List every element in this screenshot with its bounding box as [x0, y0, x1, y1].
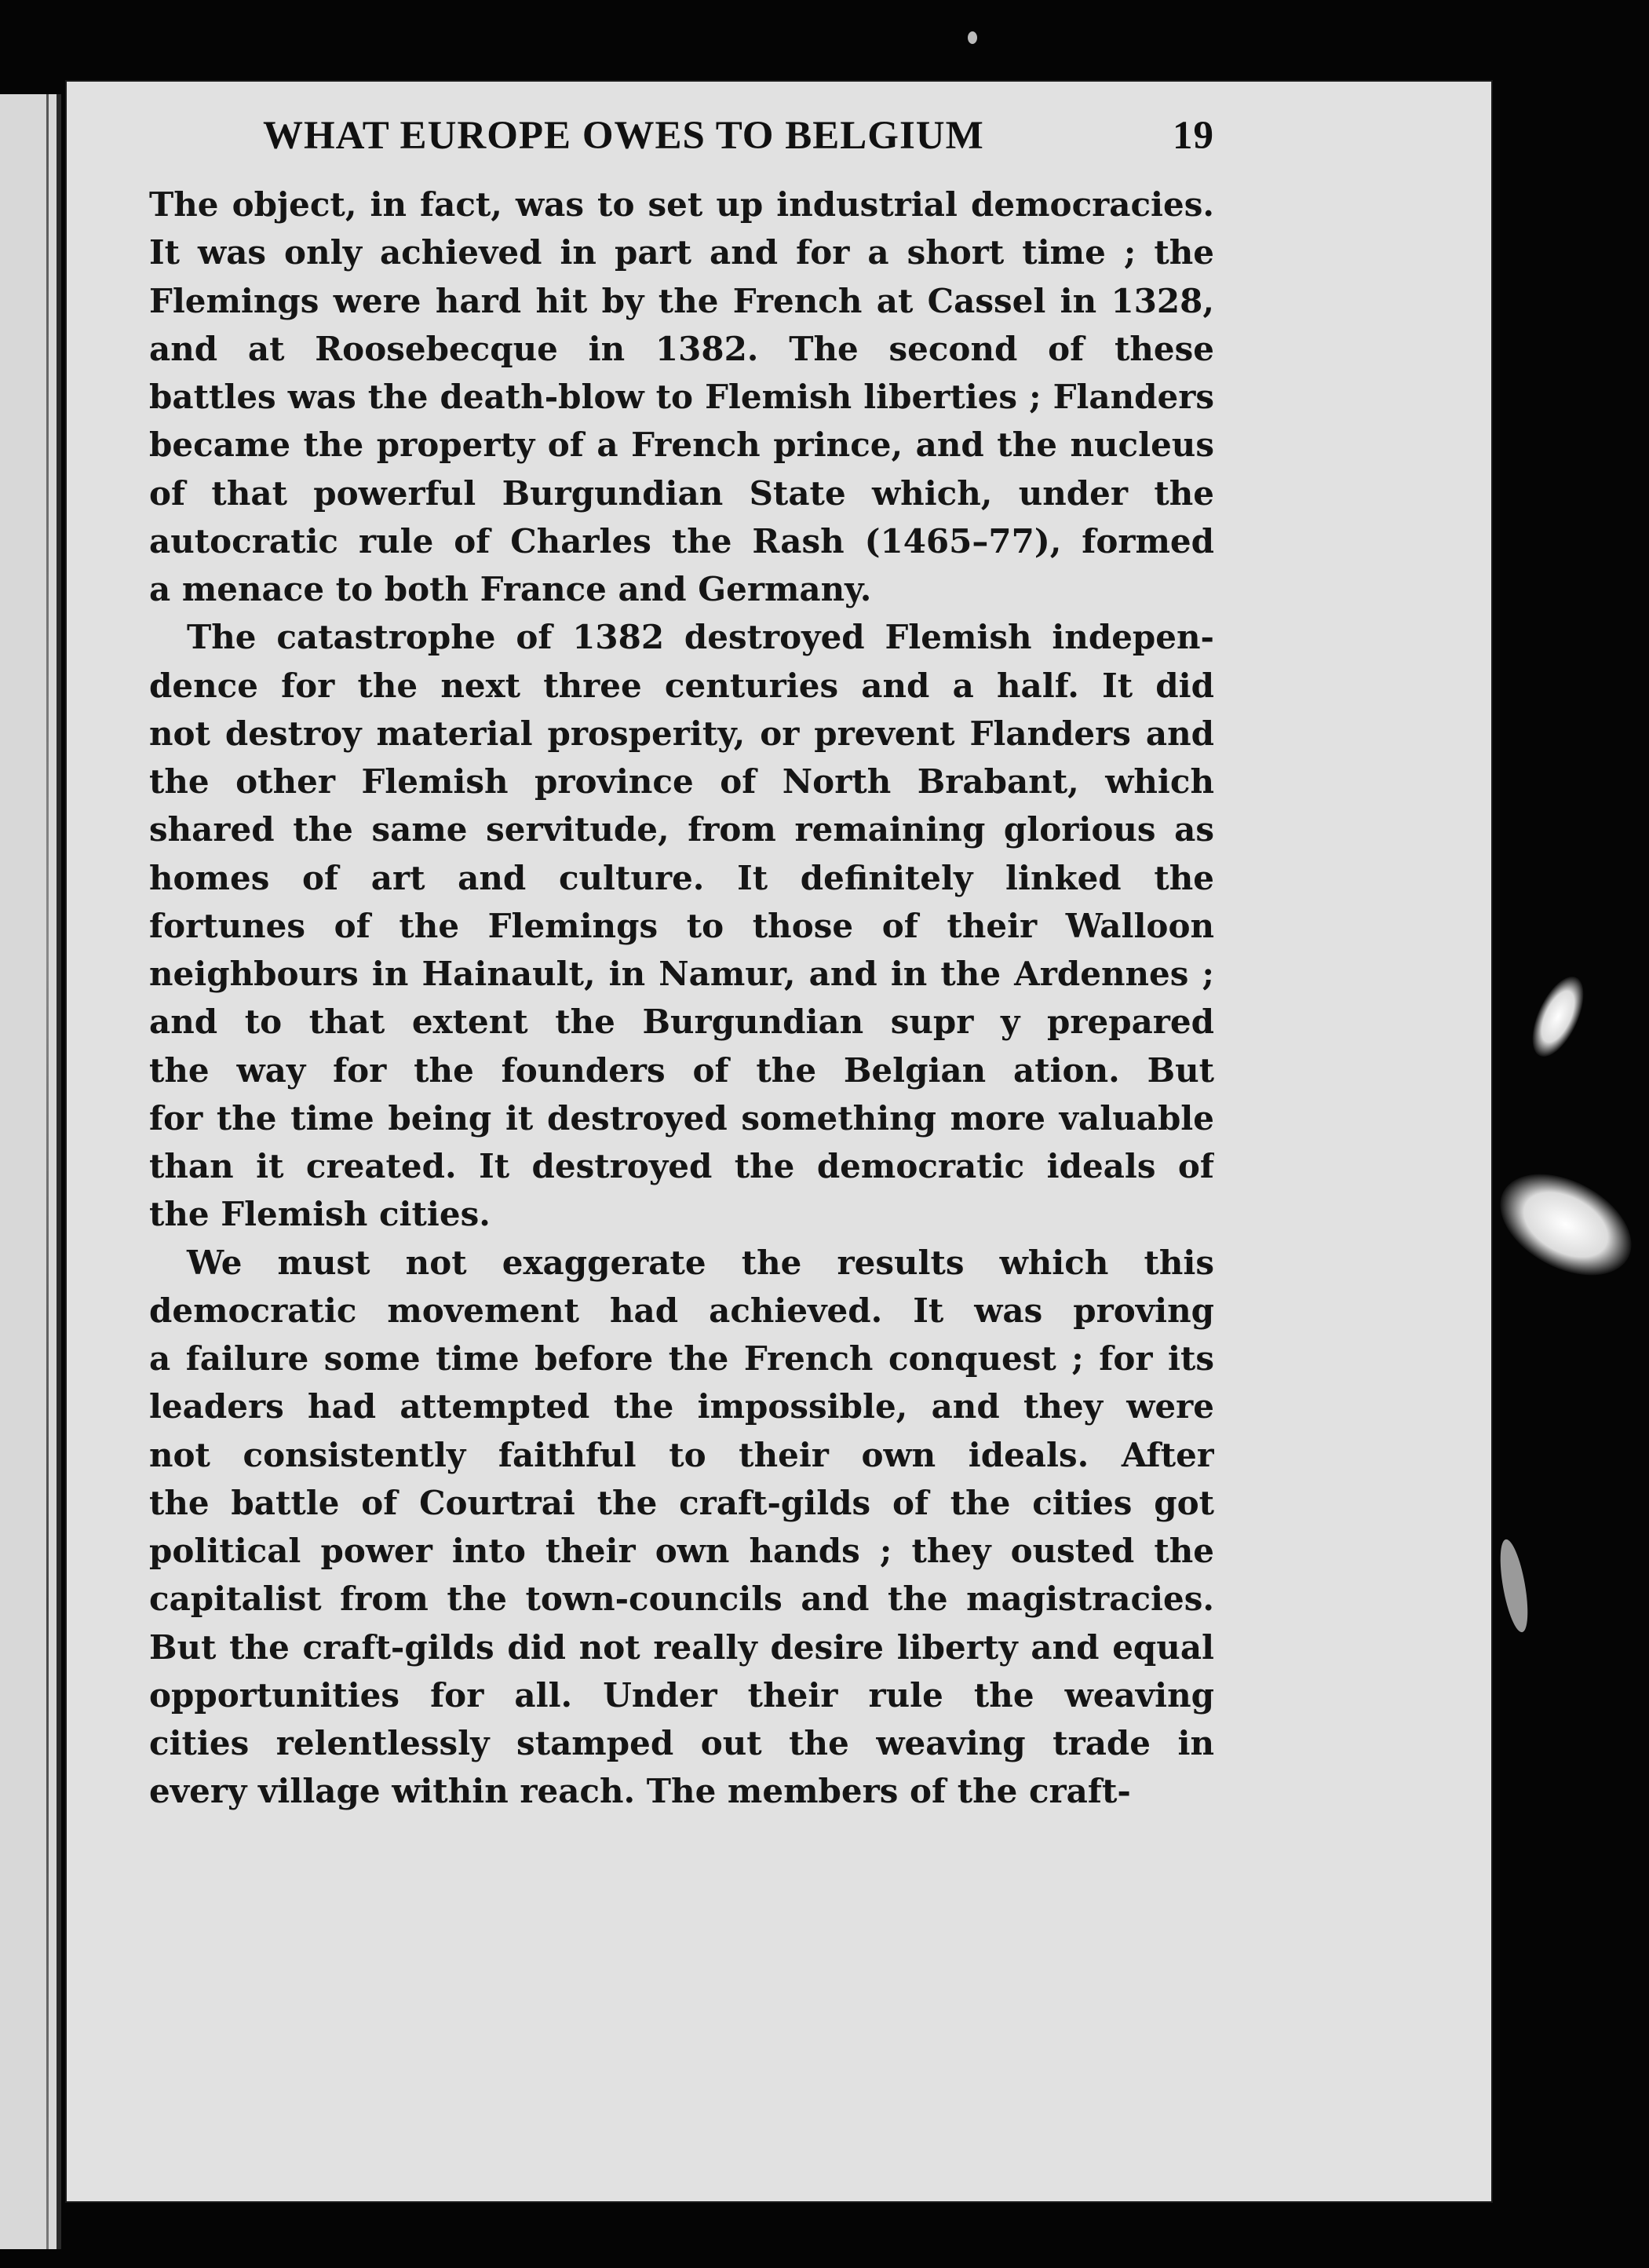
text-line: than it created. It destroyed the democratic ideals of [149, 1147, 1214, 1185]
paragraph [149, 1239, 1214, 1816]
text-line: fortunes of the Flemings to those of their Walloon [149, 906, 1214, 945]
text-line: not consistently faithful to their own ideals. After [149, 1435, 1214, 1474]
text-line: and at Roosebecque in 1382. The second of these [149, 329, 1214, 368]
scan-artifact [968, 31, 977, 44]
text-line: But the craft-gilds did not really desire liberty and equal [149, 1627, 1214, 1667]
text-line: Flemings were hard hit by the French at Cassel in 1328, [149, 281, 1214, 320]
text-line: dence for the next three centuries and a half. It did [149, 666, 1214, 705]
text-line: homes of art and culture. It definitely linked the [149, 858, 1214, 897]
text-line: the battle of Courtrai the craft-gilds of the cities got [149, 1483, 1214, 1522]
text-line: the other Flemish province of North Brabant, which [149, 762, 1214, 801]
text-line: every village within reach. The members of the craft- [149, 1772, 1131, 1811]
running-header [263, 113, 1214, 184]
text-line: democratic movement had achieved. It was proving [149, 1291, 1214, 1330]
running-title: WHAT EUROPE OWES TO BELGIUM [263, 114, 984, 158]
text-line: capitalist from the town-councils and the magistracies. [149, 1580, 1214, 1619]
text-line: battles was the death-blow to Flemish liberties ; Flanders [149, 378, 1214, 416]
text-line: neighbours in Hainault, in Namur, and in the Ardennes ; [149, 955, 1214, 993]
text-line: The object, in fact, was to set up industrial democracies. [149, 185, 1214, 224]
text-line: for the time being it destroyed something more valuable [149, 1098, 1214, 1138]
text-line: autocratic rule of Charles the Rash (1465–77), formed [149, 521, 1214, 561]
text-line: The catastrophe of 1382 destroyed Flemish indepen- [187, 618, 1214, 657]
text-line: shared the same servitude, from remaining glorious as [149, 810, 1214, 849]
scan-glare [1483, 1153, 1649, 1296]
text-line: of that powerful Burgundian State which, under the [149, 473, 1214, 513]
text-line: not destroy material prosperity, or prevent Flanders and [149, 714, 1214, 753]
body-text [149, 181, 1214, 1816]
paragraph [149, 613, 1214, 1238]
text-line: the way for the founders of the Belgian ation. But [149, 1050, 1214, 1090]
text-line: became the property of a French prince, and the nucleus [149, 425, 1214, 465]
text-line: We must not exaggerate the results which this [187, 1243, 1214, 1282]
paragraph [149, 181, 1214, 613]
text-line: cities relentlessly stamped out the weaving trade in [149, 1724, 1214, 1762]
scan-artifact [1495, 1537, 1533, 1634]
text-line: political power into their own hands ; they ousted the [149, 1532, 1214, 1570]
text-line: It was only achieved in part and for a short time ; the [149, 233, 1214, 272]
page-number: 19 [1173, 114, 1214, 158]
text-line: and to that extent the Burgundian supr y prepared [149, 1003, 1214, 1042]
text-line: leaders had attempted the impossible, and they were [149, 1387, 1214, 1426]
text-line: the Flemish cities. [149, 1195, 491, 1234]
left-page-edge [0, 94, 61, 2249]
text-line: a failure some time before the French conquest ; for its [149, 1339, 1214, 1378]
text-line: opportunities for all. Under their rule the weaving [149, 1675, 1214, 1715]
binding-shadow [46, 94, 49, 2249]
text-line: a menace to both France and Germany. [149, 570, 872, 608]
scan-glare [1522, 970, 1594, 1065]
